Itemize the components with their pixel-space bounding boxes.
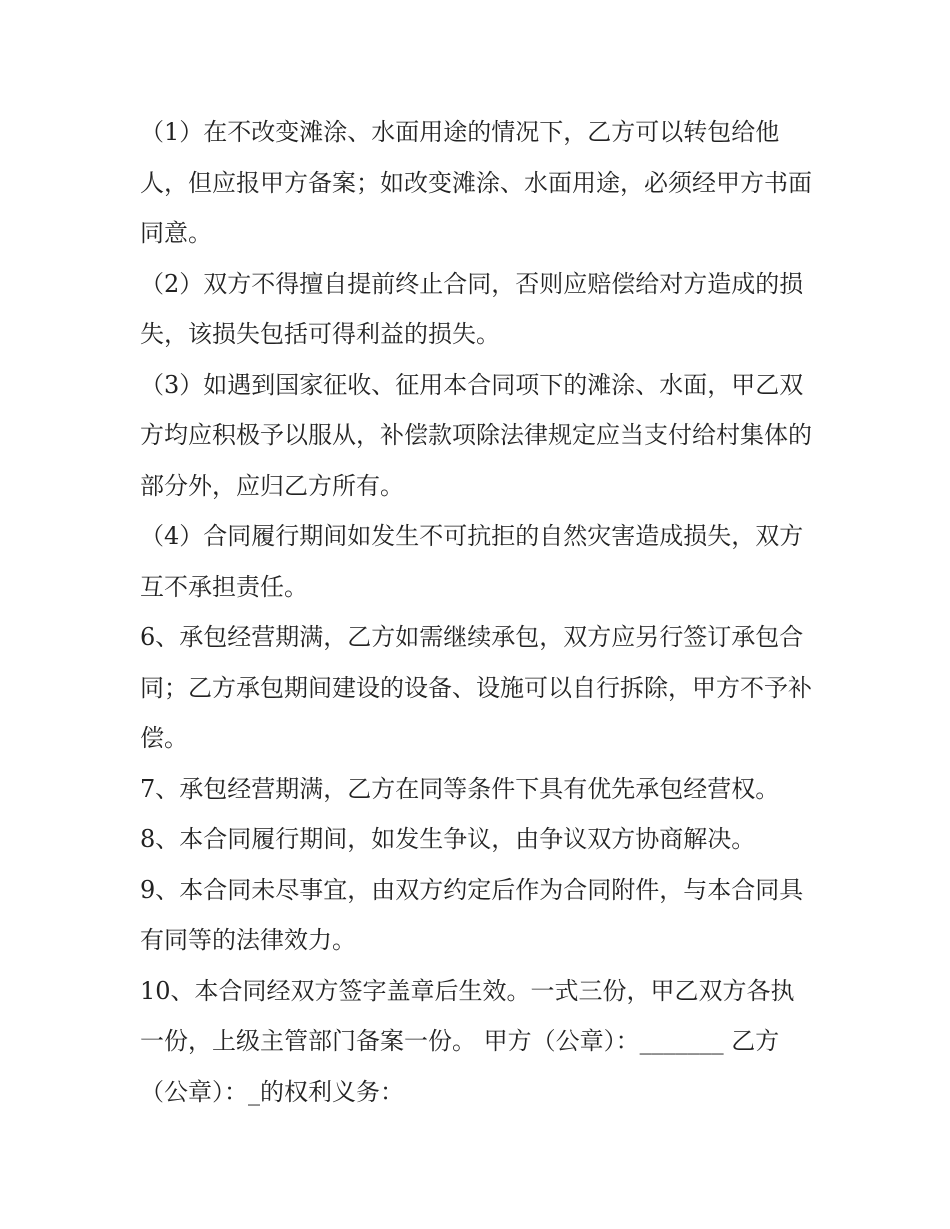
paragraph-article-7: 7、承包经营期满，乙方在同等条件下具有优先承包经营权。 — [140, 774, 780, 803]
document-body — [140, 107, 812, 1117]
paragraph-clause-3: （3）如遇到国家征收、征用本合同项下的滩涂、水面，甲乙双方均应积极予以服从，补偿款项除法律规定应当支付给村集体的部分外，应归乙方所有。 — [140, 370, 812, 500]
paragraph-article-8: 8、本合同履行期间，如发生争议，由争议双方协商解决。 — [140, 825, 756, 853]
paragraph-clause-4: （4）合同履行期间如发生不可抗拒的自然灾害造成损失，双方互不承担责任。 — [140, 522, 804, 601]
paragraph-clause-2: （2）双方不得擅自提前终止合同，否则应赔偿给对方造成的损失，该损失包括可得利益的损失。 — [140, 269, 804, 348]
paragraph-article-9: 9、本合同未尽事宜，由双方约定后作为合同附件，与本合同具有同等的法律效力。 — [140, 875, 804, 954]
paragraph-article-10: 10、本合同经双方签字盖章后生效。一式三份，甲乙双方各执一份，上级主管部门备案一份。 甲方（公章）：_______ 乙方（公章）：_的权利义务： — [140, 976, 795, 1106]
paragraph-clause-1: （1）在不改变滩涂、水面用途的情况下，乙方可以转包给他人，但应报甲方备案；如改变滩涂、水面用途，必须经甲方书面同意。 — [140, 118, 812, 247]
paragraph-article-6: 6、承包经营期满，乙方如需继续承包，双方应另行签订承包合同；乙方承包期间建设的设备、设施可以自行拆除，甲方不予补偿。 — [140, 623, 812, 752]
